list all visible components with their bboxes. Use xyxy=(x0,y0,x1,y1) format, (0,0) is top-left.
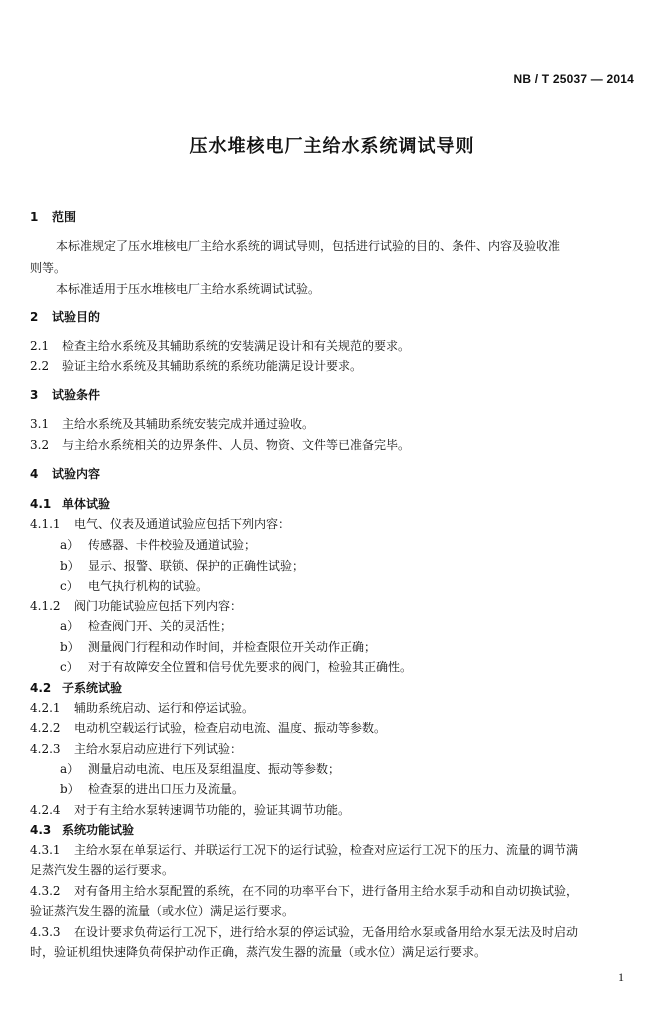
clause-text: 主给水泵在单泵运行、并联运行工况下的运行试验，检查对应运行工况下的压力、流量的调节满 xyxy=(74,843,579,857)
clause-text: 辅助系统启动、运行和停运试验。 xyxy=(74,701,255,715)
list-text: 检查泵的进出口压力及流量。 xyxy=(88,782,245,796)
list-marker: b） xyxy=(60,559,80,573)
list-item xyxy=(60,781,244,797)
clause-line xyxy=(30,700,254,716)
section-number: 1 xyxy=(30,210,39,224)
clause-line xyxy=(30,883,578,899)
clause-text: 在设计要求负荷运行工况下，进行给水泵的停运试验，无备用给水泵或备用给水泵无法及时启动 xyxy=(74,925,579,939)
paragraph-line: 时，验证机组快速降负荷保护动作正确，蒸汽发生器的流量（或水位）满足运行要求。 xyxy=(30,945,487,959)
section-title: 范围 xyxy=(52,210,77,224)
paragraph-line: 验证蒸汽发生器的流量（或水位）满足运行要求。 xyxy=(30,904,295,918)
list-text: 测量阀门行程和动作时间，并检查限位开关动作正确； xyxy=(88,640,377,654)
standard-number: NB / T 25037 — 2014 xyxy=(513,72,634,86)
clause-line xyxy=(30,516,290,532)
section-heading xyxy=(30,466,100,482)
paragraph-line: 足蒸汽发生器的运行要求。 xyxy=(30,863,175,877)
clause-line xyxy=(30,338,410,354)
clause-number: 4.2.3 xyxy=(30,742,61,756)
section-title: 试验内容 xyxy=(52,467,101,481)
clause-number: 4.2.4 xyxy=(30,803,61,817)
clause-line xyxy=(30,842,578,858)
clause-text: 电气、仪表及通道试验应包括下列内容： xyxy=(74,517,291,531)
clause-number: 3.1 xyxy=(30,417,50,431)
list-text: 电气执行机构的试验。 xyxy=(88,579,209,593)
subsection-number: 4.2 xyxy=(30,681,52,695)
clause-number: 2.1 xyxy=(30,339,50,353)
clause-line xyxy=(30,924,578,940)
section-heading xyxy=(30,209,76,225)
clause-number: 4.3.3 xyxy=(30,925,61,939)
list-text: 测量启动电流、电压及泵组温度、振动等参数； xyxy=(88,762,341,776)
list-item xyxy=(60,639,376,655)
subsection-title: 系统功能试验 xyxy=(62,823,135,837)
clause-line xyxy=(30,416,314,432)
list-item xyxy=(60,537,256,553)
clause-text: 阀门功能试验应包括下列内容： xyxy=(74,599,243,613)
clause-line xyxy=(30,720,386,736)
clause-line xyxy=(30,598,242,614)
clause-text: 与主给水系统相关的边界条件、人员、物资、文件等已准备完毕。 xyxy=(62,438,411,452)
clause-number: 4.1.2 xyxy=(30,599,61,613)
list-text: 传感器、卡件校验及通道试验； xyxy=(88,538,257,552)
clause-text: 对于有主给水泵转速调节功能的，验证其调节功能。 xyxy=(74,803,351,817)
list-text: 对于有故障安全位置和信号优先要求的阀门，检验其正确性。 xyxy=(88,660,413,674)
clause-number: 4.1.1 xyxy=(30,517,61,531)
clause-number: 4.2.2 xyxy=(30,721,61,735)
list-text: 显示、报警、联锁、保护的正确性试验； xyxy=(88,559,305,573)
list-marker: a） xyxy=(60,762,80,776)
section-title: 试验目的 xyxy=(52,310,101,324)
page-number: 1 xyxy=(618,970,624,984)
list-item xyxy=(60,659,412,675)
subsection-number: 4.3 xyxy=(30,823,52,837)
list-text: 检查阀门开、关的灵活性； xyxy=(88,619,233,633)
list-item xyxy=(60,578,208,594)
clause-number: 4.3.2 xyxy=(30,884,61,898)
clause-text: 验证主给水系统及其辅助系统的系统功能满足设计要求。 xyxy=(62,359,363,373)
list-marker: b） xyxy=(60,782,80,796)
subsection-number: 4.1 xyxy=(30,497,52,511)
subsection-heading xyxy=(30,822,134,838)
paragraph-line: 本标准适用于压水堆核电厂主给水系统调试试验。 xyxy=(56,282,321,296)
subsection-heading xyxy=(30,680,122,696)
clause-text: 主给水系统及其辅助系统安装完成并通过验收。 xyxy=(62,417,315,431)
section-heading xyxy=(30,387,100,403)
clause-text: 对有备用主给水泵配置的系统，在不同的功率平台下，进行备用主给水泵手动和自动切换试验， xyxy=(74,884,579,898)
clause-line xyxy=(30,741,242,757)
subsection-heading xyxy=(30,496,110,512)
subsection-title: 单体试验 xyxy=(62,497,111,511)
list-item xyxy=(60,761,340,777)
subsection-title: 子系统试验 xyxy=(62,681,123,695)
clause-line xyxy=(30,802,350,818)
list-marker: a） xyxy=(60,538,80,552)
clause-number: 4.3.1 xyxy=(30,843,61,857)
section-heading xyxy=(30,309,100,325)
section-number: 2 xyxy=(30,310,39,324)
list-item xyxy=(60,558,304,574)
clause-text: 主给水泵启动应进行下列试验： xyxy=(74,742,243,756)
list-marker: a） xyxy=(60,619,80,633)
clause-text: 检查主给水系统及其辅助系统的安装满足设计和有关规范的要求。 xyxy=(62,339,411,353)
clause-line xyxy=(30,437,410,453)
list-item xyxy=(60,618,232,634)
list-marker: b） xyxy=(60,640,80,654)
list-marker: c） xyxy=(60,660,79,674)
paragraph-line: 本标准规定了压水堆核电厂主给水系统的调试导则，包括进行试验的目的、条件、内容及验收准 xyxy=(56,239,561,253)
clause-number: 4.2.1 xyxy=(30,701,61,715)
section-title: 试验条件 xyxy=(52,388,101,402)
clause-number: 3.2 xyxy=(30,438,50,452)
clause-text: 电动机空载运行试验，检查启动电流、温度、振动等参数。 xyxy=(74,721,387,735)
clause-number: 2.2 xyxy=(30,359,50,373)
paragraph-line: 则等。 xyxy=(30,261,67,275)
section-number: 4 xyxy=(30,467,39,481)
clause-line xyxy=(30,358,362,374)
list-marker: c） xyxy=(60,579,79,593)
page-title: 压水堆核电厂主给水系统调试导则 xyxy=(189,136,475,157)
section-number: 3 xyxy=(30,388,39,402)
